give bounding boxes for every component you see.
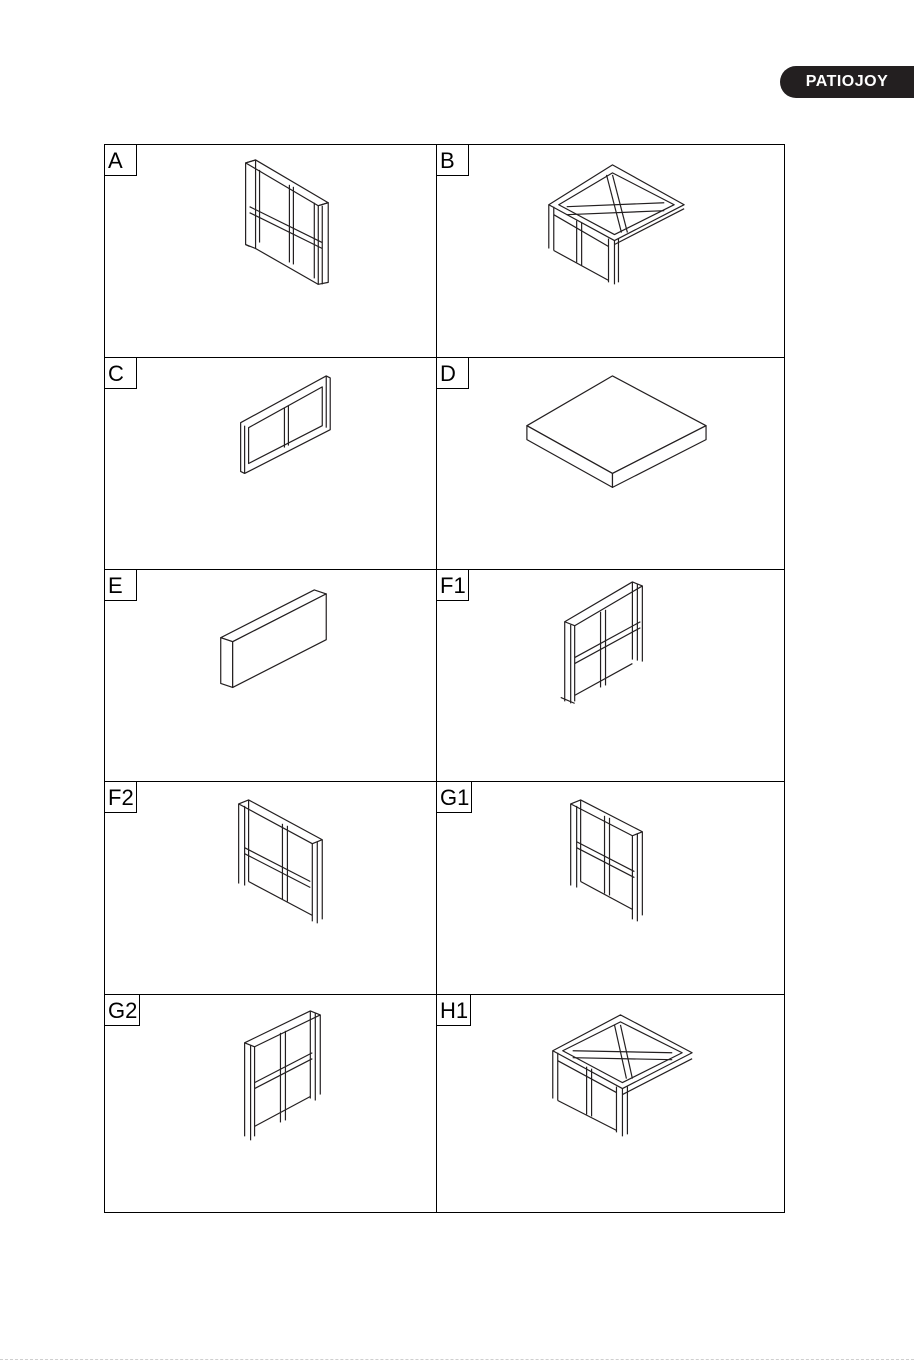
- part-cell-f2: [105, 782, 437, 995]
- seat-cushion-icon: [437, 358, 784, 569]
- right-arm-frame-icon: [437, 782, 784, 994]
- part-cell-a: [105, 145, 437, 358]
- part-cell-c: [105, 358, 437, 570]
- part-label-g2: G2: [105, 995, 140, 1026]
- chair-side-frame-icon: [105, 145, 436, 357]
- left-arm-frame-icon: [105, 995, 436, 1212]
- back-panel-frame-icon: [105, 358, 436, 569]
- part-cell-g2: [105, 995, 437, 1213]
- left-side-frame-icon: [105, 782, 436, 994]
- page-edge-line: [0, 1359, 914, 1360]
- right-side-frame-icon: [437, 570, 784, 781]
- part-label-e: E: [105, 570, 137, 601]
- part-label-f2: F2: [105, 782, 137, 813]
- part-cell-e: [105, 570, 437, 782]
- logo-text: PATIOJOY: [805, 73, 889, 90]
- part-label-g1: G1: [437, 782, 472, 813]
- part-cell-h1: [437, 995, 785, 1213]
- part-label-c: C: [105, 358, 137, 389]
- part-label-b: B: [437, 145, 469, 176]
- back-cushion-icon: [105, 570, 436, 781]
- part-label-a: A: [105, 145, 137, 176]
- part-cell-d: [437, 358, 785, 570]
- part-label-h1: H1: [437, 995, 471, 1026]
- corner-base-frame-icon: [437, 145, 784, 357]
- part-cell-f1: [437, 570, 785, 782]
- parts-grid: [104, 144, 785, 1213]
- part-cell-b: [437, 145, 785, 358]
- part-label-f1: F1: [437, 570, 469, 601]
- part-cell-g1: [437, 782, 785, 995]
- part-label-d: D: [437, 358, 469, 389]
- corner-table-frame-icon: [437, 995, 784, 1212]
- patiojoy-logo: [780, 66, 914, 98]
